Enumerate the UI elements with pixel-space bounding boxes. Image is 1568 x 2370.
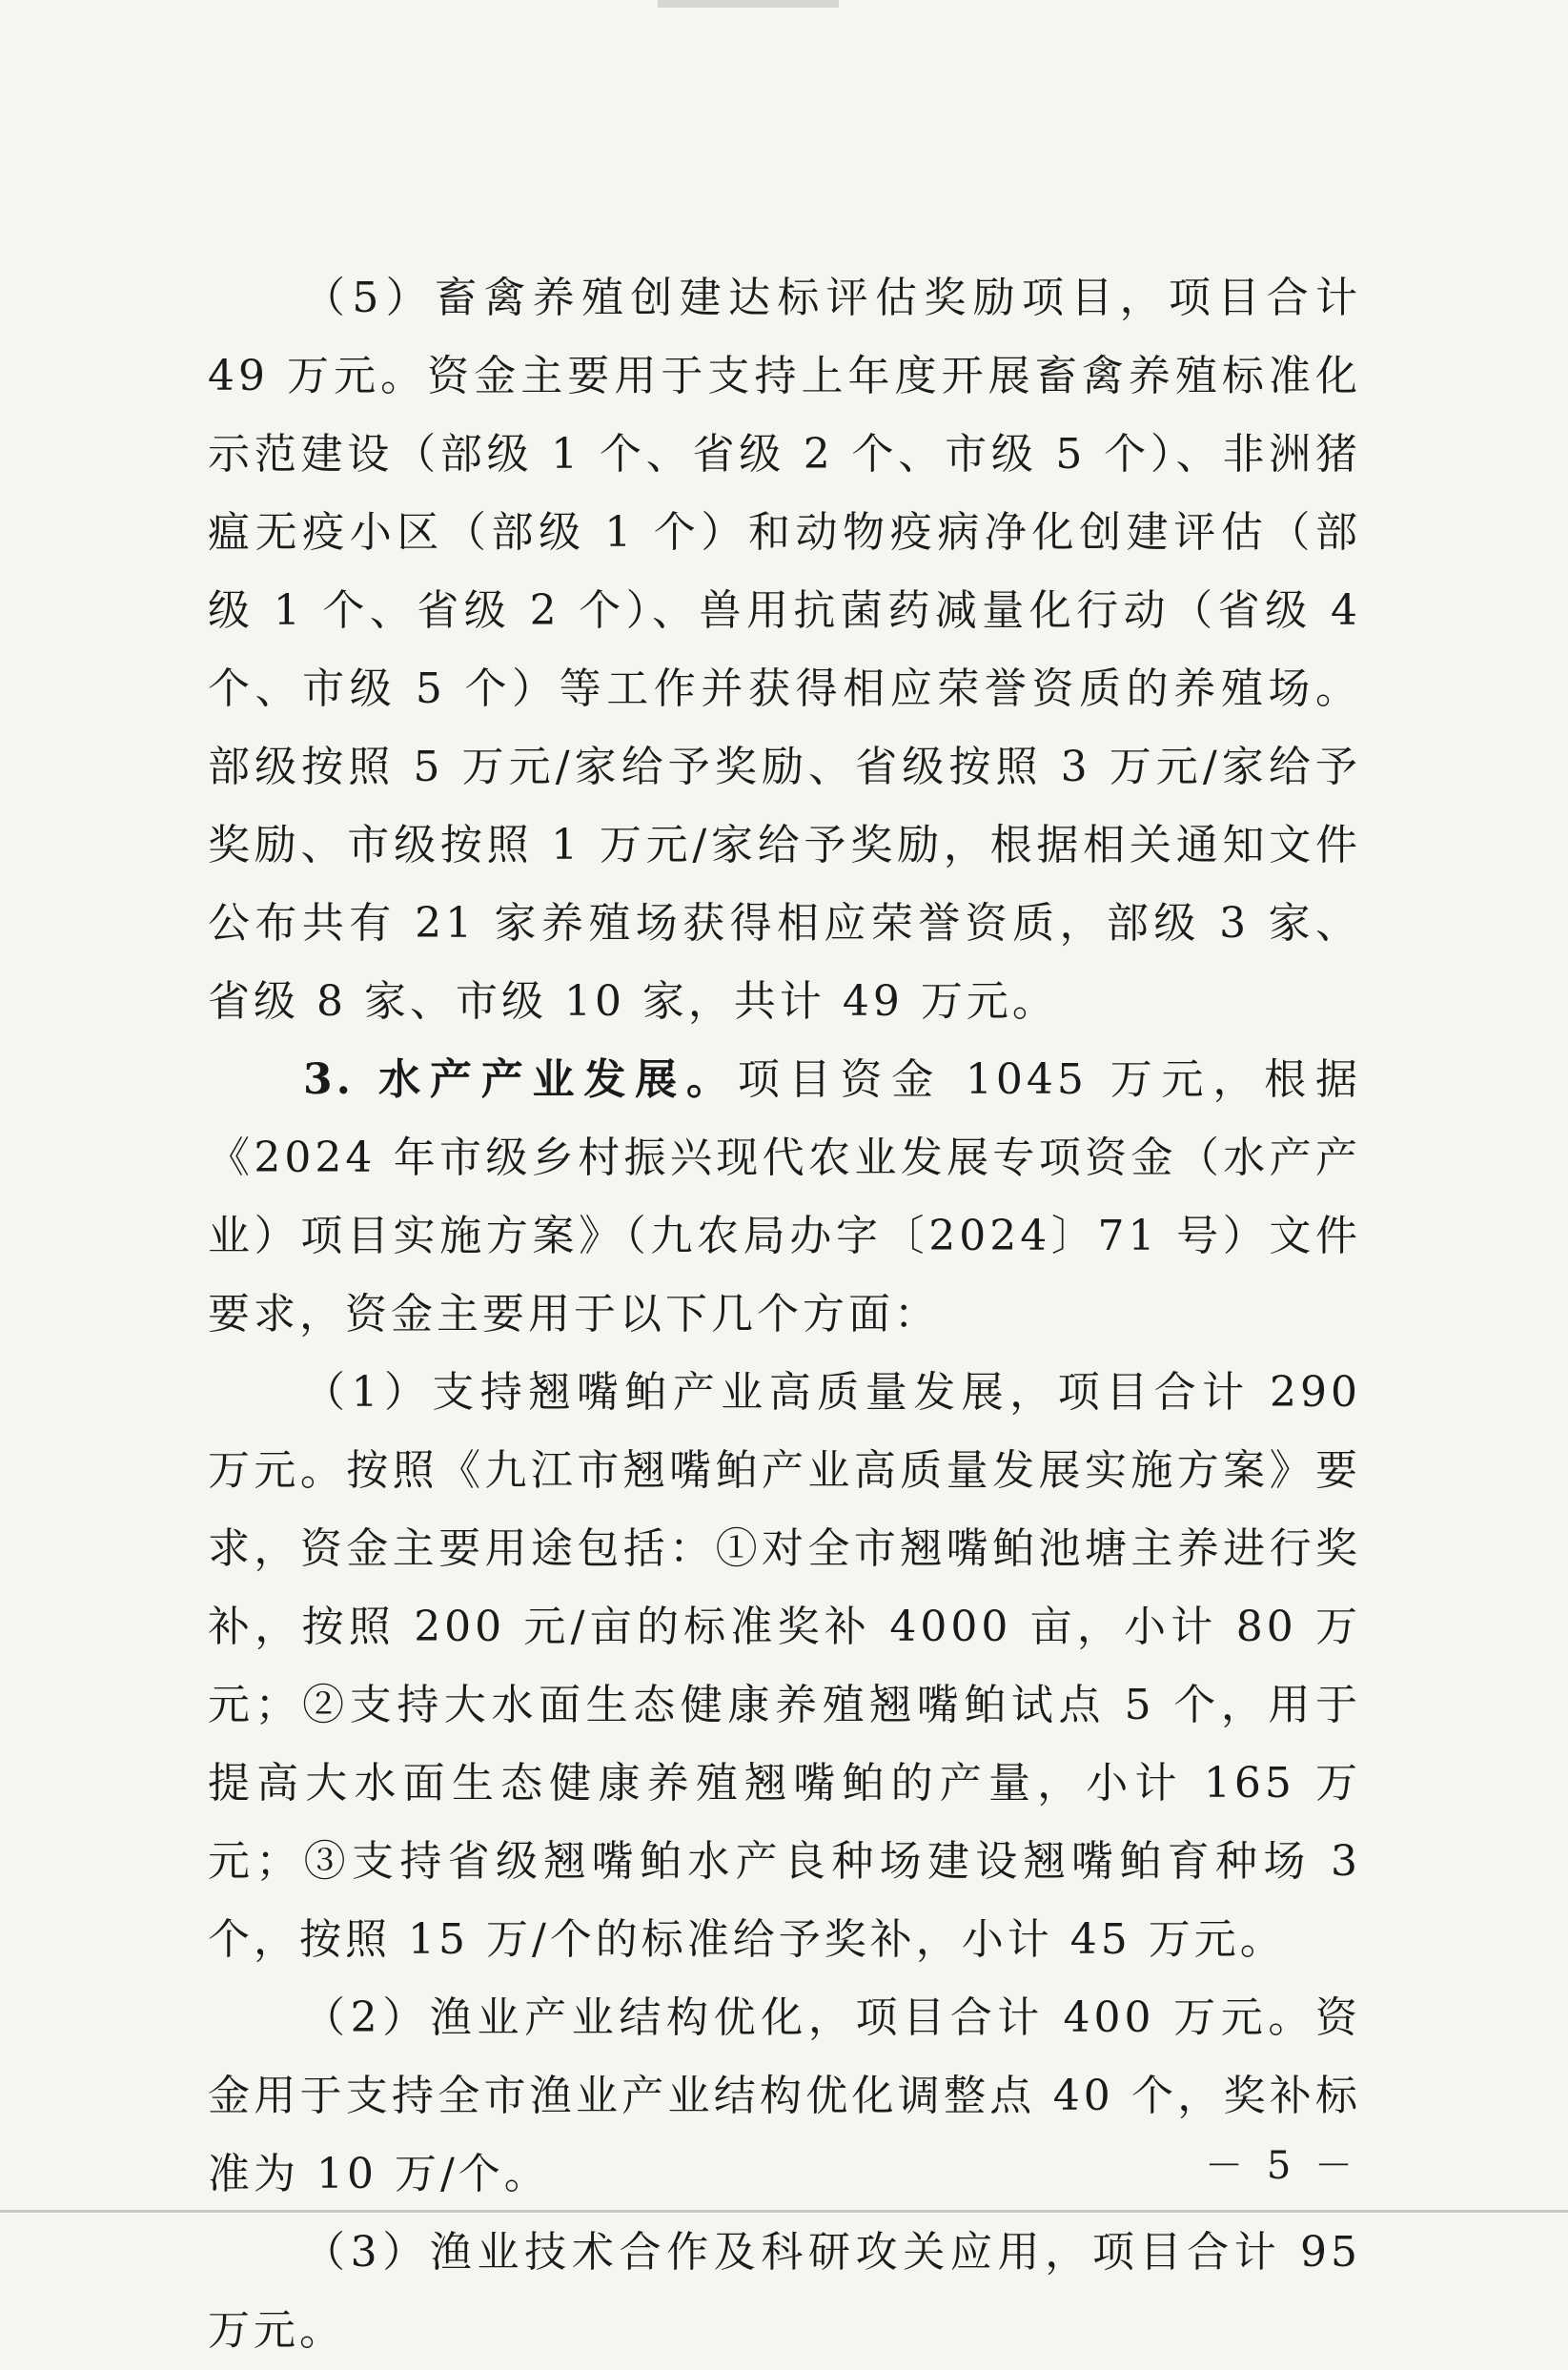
paragraph-text: （5）畜禽养殖创建达标评估奖励项目，项目合计 49 万元。资金主要用于支持上年度开展畜禽养殖标准化示范建设（部级 1 个、省级 2 个、市级 5 个）、非洲猪瘟无疫小区（部级 1 个）和动物疫病净化创建评估（部级 1 个、省级 2 个）、兽用抗菌药减量化行动（省级 4 个、市级 5 个）等工作并获得相应荣誉资质的养殖场。部级按照 5 万元/家给予奖励、省级按照 3 万元/家给予奖励、市级按照 1 万元/家给予奖励，根据相关通知文件公布共有 21 家养殖场获得相应荣誉资质，部级 3 家、省级 8 家、市级 10 家，共计 49 万元。	[208, 274, 1361, 1026]
paragraph-fishery-structure	[208, 1979, 1361, 2214]
paragraph-culter-fish	[208, 1354, 1361, 1979]
paragraph-text: （1）支持翘嘴鲌产业高质量发展，项目合计 290 万元。按照《九江市翘嘴鲌产业高质量发展实施方案》要求，资金主要用途包括：①对全市翘嘴鲌池塘主养进行奖补，按照 200 元/亩的标准奖补 4000 亩，小计 80 万元；②支持大水面生态健康养殖翘嘴鲌试点 5 个，用于提高大水面生态健康养殖翘嘴鲌的产量，小计 165 万元；③支持省级翘嘴鲌水产良种场建设翘嘴鲌育种场 3 个，按照 15 万/个的标准给予奖补，小计 45 万元。	[208, 1368, 1361, 1964]
paragraph-livestock-award	[208, 259, 1361, 1041]
paragraph-text: 项目资金 1045 万元，根据《2024 年市级乡村振兴现代农业发展专项资金（水产产业）项目实施方案》（九农局办字〔2024〕71 号）文件要求，资金主要用于以下几个方面：	[208, 1055, 1361, 1338]
page-number: － 5 －	[1205, 2144, 1358, 2188]
scan-artifact-bottom	[0, 2210, 1568, 2213]
paragraph-fishery-research	[208, 2214, 1361, 2370]
paragraph-text: （3）渔业技术合作及科研攻关应用，项目合计 95 万元。	[208, 2228, 1361, 2355]
scan-artifact-top	[658, 0, 839, 8]
paragraph-text: （2）渔业产业结构优化，项目合计 400 万元。资金用于支持全市渔业产业结构优化调整点 40 个，奖补标准为 10 万/个。	[208, 1993, 1361, 2198]
document-body	[208, 259, 1361, 2370]
section-heading: 3. 水产产业发展。	[303, 1055, 738, 1104]
paragraph-aquatic-industry	[208, 1041, 1361, 1354]
